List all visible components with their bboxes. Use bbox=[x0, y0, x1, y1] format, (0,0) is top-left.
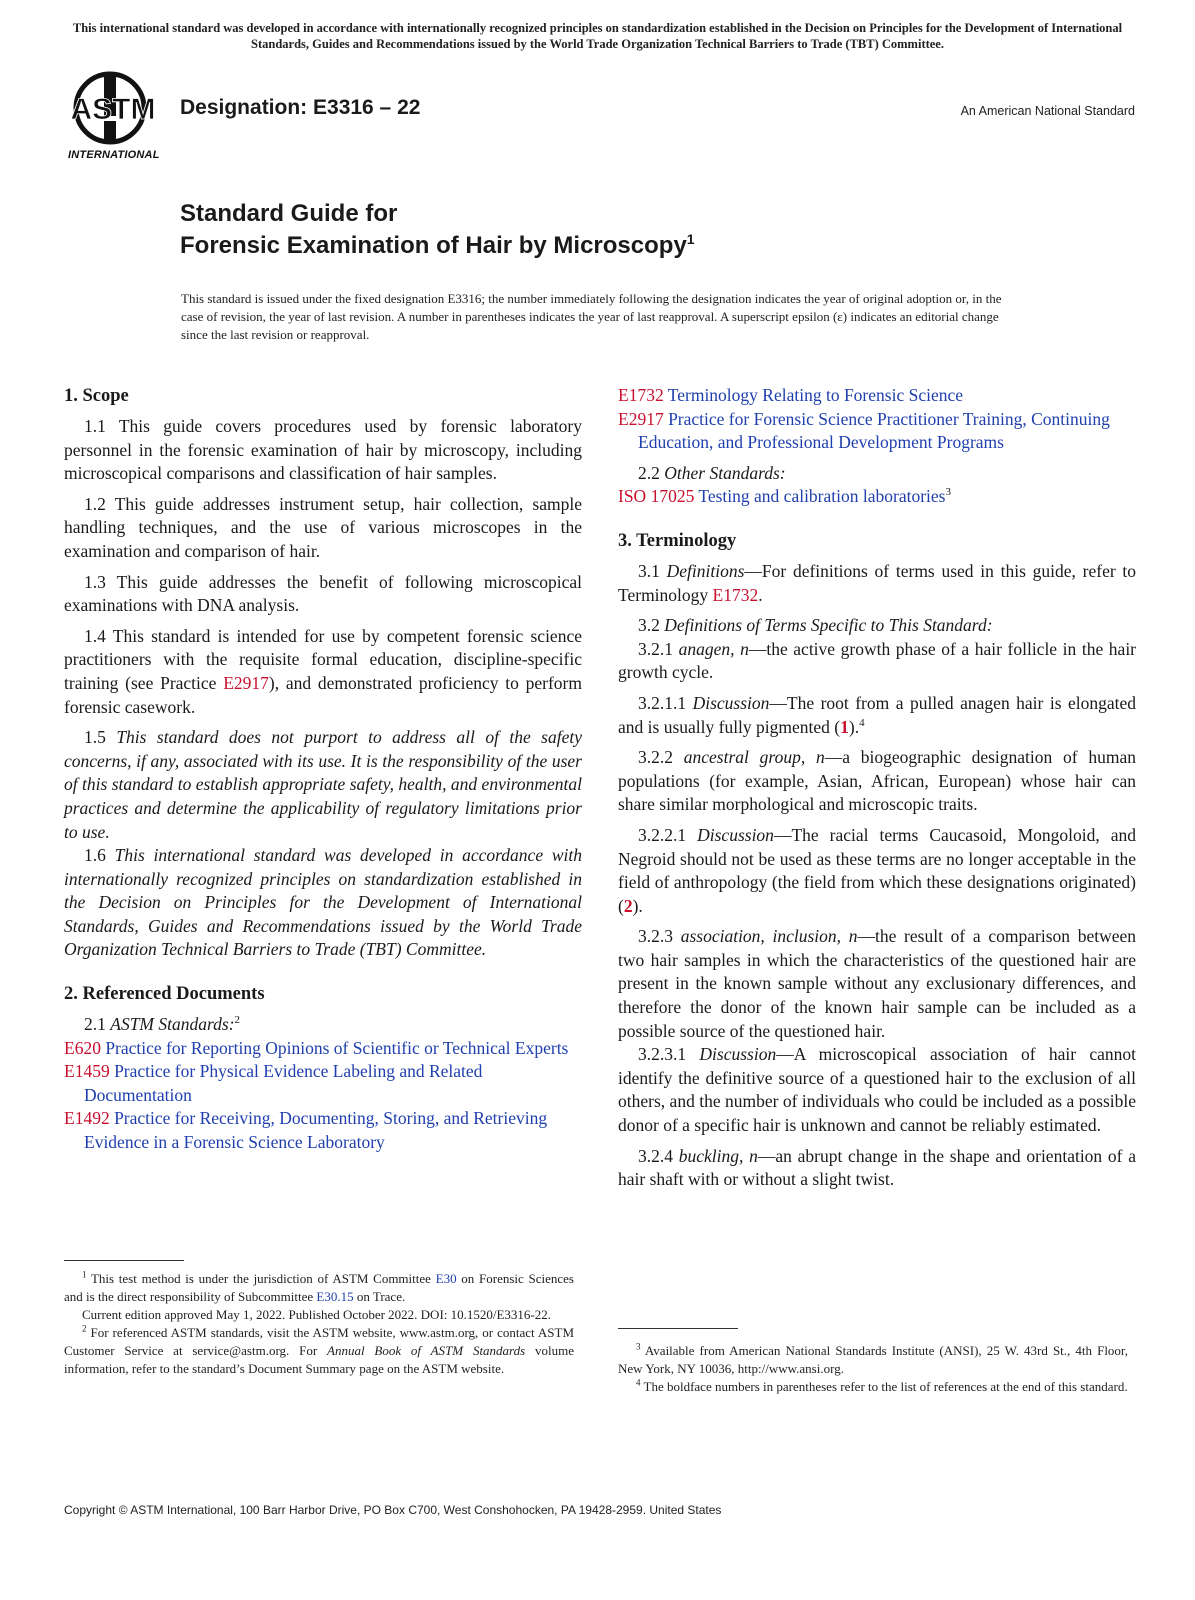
american-national-standard: An American National Standard bbox=[960, 104, 1135, 118]
issuance-statement: This standard is issued under the fixed designation E3316; the number immediately following the designation indicates the year of original adoption or, in the case of revision, the year of last revision. A number in parentheses indicates the year of last reapproval. A superscript epsilon (ε) indicates an editorial change since the last revision or reapproval. bbox=[181, 291, 1002, 342]
footnotes-left bbox=[64, 1270, 574, 1378]
section-scope-heading: 1. Scope bbox=[64, 386, 129, 406]
ref-item-e1492[interactable]: E1492 Practice for Receiving, Documenting, Storing, and Retrieving Evidence in a Forensic Science Laboratory bbox=[64, 1108, 548, 1153]
para-1-2: 1.2 This guide addresses instrument setup, hair collection, sample handling techniques, and the use of various microscopes in the examination and comparison of hair. bbox=[64, 493, 582, 561]
para-1-4: 1.4 This standard is intended for use by competent forensic science practitioners with the requisite formal education, discipline-specific training (see Practice E2917), and demonstrated proficiency to perform forensic casework. bbox=[64, 625, 582, 717]
logo-international: INTERNATIONAL bbox=[68, 149, 160, 161]
svg-text:ASTM: ASTM bbox=[70, 93, 156, 126]
astm-logo-mark bbox=[64, 70, 168, 150]
footnote-1: $^1$ This test method is under the jurisdiction of ASTM Committee E30 on Forensic Sciences and is the direct responsibility of Subcommittee E30.15 on Trace. bbox=[64, 1269, 574, 1304]
ref-item-e620[interactable]: E620 Practice for Reporting Opinions of Scientific or Technical Experts bbox=[64, 1037, 569, 1058]
para-3-2-1-1: 3.2.1.1 Discussion—The root from a pulled anagen hair is elongated and is usually fully pigmented (1).$^4$ bbox=[618, 692, 1136, 737]
astm-standards-label: 2.1 ASTM Standards:$^2$ bbox=[84, 1014, 241, 1035]
right-column bbox=[618, 384, 1136, 1192]
ref-item-iso17025[interactable]: ISO 17025 Testing and calibration laboratories$^3$ bbox=[618, 486, 951, 507]
footnote-1-edition: Current edition approved May 1, 2022. Published October 2022. DOI: 10.1520/E3316-22. bbox=[82, 1307, 552, 1322]
ref-item-e2917[interactable]: E2917 Practice for Forensic Science Practitioner Training, Continuing Education, and Professional Development Programs bbox=[618, 408, 1110, 453]
other-standards-label: 2.2 Other Standards: bbox=[638, 462, 786, 483]
para-3-2-2: 3.2.2 ancestral group, n—a biogeographic designation of human populations (for example, Asian, African, European) whose hair can share similar morphological and microscopic traits. bbox=[618, 747, 1136, 815]
footnote-rule-right bbox=[618, 1328, 738, 1329]
para-3-2-4: 3.2.4 buckling, n—an abrupt change in the shape and orientation of a hair shaft with or without a slight twist. bbox=[618, 1145, 1136, 1190]
link-e30-15[interactable]: E30.15 bbox=[316, 1289, 354, 1304]
footnote-4: $^4$ The boldface numbers in parentheses refer to the list of references at the end of this standard. bbox=[636, 1377, 1128, 1394]
link-e1732[interactable]: E1732 bbox=[712, 584, 759, 605]
ref-item-e1732[interactable]: E1732 Terminology Relating to Forensic Science bbox=[618, 385, 964, 405]
link-e30[interactable]: E30 bbox=[435, 1271, 457, 1286]
document-title bbox=[180, 198, 695, 262]
footnote-rule-left bbox=[64, 1260, 184, 1261]
para-1-1: 1.1 This guide covers procedures used by forensic laboratory personnel in the forensic examination of hair by microscopy, including microscopical comparisons and classification of hair samples. bbox=[64, 416, 582, 484]
para-1-5: 1.5 This standard does not purport to address all of the safety concerns, if any, associated with its use. It is the responsibility of the user of this standard to establish appropriate safety, health, and environmental practices and determine the applicability of regulatory limitations prior to use. bbox=[64, 727, 583, 842]
header-note: This international standard was developed in accordance with internationally recognized principles on standardization established in the Decision on Principles for the Development of International Standards, Guides and Recommendations issued by the World Trade Organization Technical Barriers to Trade (TBT) Committee. bbox=[72, 21, 1123, 51]
title-line2: Forensic Examination of Hair by Microscopy$^1$ bbox=[180, 231, 695, 259]
link-e2917[interactable]: E2917 bbox=[223, 672, 269, 693]
designation: Designation: E3316 – 22 bbox=[180, 96, 421, 119]
left-column bbox=[64, 384, 582, 1155]
footnote-2: $^2$ For referenced ASTM standards, visit the ASTM website, www.astm.org, or contact ASTM Customer Service at service@astm.org. For Annual Book of ASTM Standards volume information, refer to the standard’s Document Summary page on the ASTM website. bbox=[64, 1323, 575, 1376]
para-1-3: 1.3 This guide addresses the benefit of following microscopical examinations with DNA analysis. bbox=[64, 571, 582, 616]
footnote-3: $^3$ Available from American National Standards Institute (ANSI), 25 W. 43rd St., 4th Floor, New York, NY 10036, http://www.ansi.org. bbox=[618, 1341, 1128, 1376]
para-3-2-1: 3.2.1 anagen, n—the active growth phase of a hair follicle in the hair growth cycle. bbox=[618, 638, 1137, 683]
para-3-1: 3.1 Definitions—For definitions of terms used in this guide, refer to Terminology E1732. bbox=[618, 560, 1137, 605]
para-1-6: 1.6 This international standard was developed in accordance with internationally recognized principles on standardization established in the Decision on Principles for the Development of International Standards, Guides and Recommendations issued by the World Trade Organization Technical Barriers to Trade (TBT) Committee. bbox=[64, 845, 583, 960]
section-refdocs-heading: 2. Referenced Documents bbox=[64, 984, 265, 1005]
ref-item-e1459[interactable]: E1459 Practice for Physical Evidence Labeling and Related Documentation bbox=[64, 1061, 483, 1105]
copyright-notice: Copyright © ASTM International, 100 Barr Harbor Drive, PO Box C700, West Conshohocken, PA 19428-2959. United States bbox=[64, 1503, 722, 1517]
ref-link-2[interactable]: 2 bbox=[623, 895, 633, 916]
title-footnote-mark: 1 bbox=[686, 231, 695, 247]
para-3-2: 3.2 Definitions of Terms Specific to This Standard: bbox=[638, 615, 993, 636]
ref-link-1[interactable]: 1 bbox=[840, 716, 849, 737]
title-line1: Standard Guide for bbox=[180, 200, 398, 227]
footnotes-right bbox=[618, 1342, 1128, 1396]
para-3-2-3-1: 3.2.3.1 Discussion—A microscopical association of hair cannot identify the definitive source of a questioned hair to the exclusion of all others, and the number of individuals who could be included as a possible donor of a specific hair is unknown and cannot be reliably estimated. bbox=[618, 1044, 1136, 1136]
para-3-2-2-1: 3.2.2.1 Discussion—The racial terms Caucasoid, Mongoloid, and Negroid should not be used as these terms are no longer acceptable in the field of anthropology (the field from which these designations originated) (2). bbox=[618, 824, 1137, 916]
para-3-2-3: 3.2.3 association, inclusion, n—the result of a comparison between two hair samples in which the characteristics of the questioned hair are present in the known sample without any exclusionary differences, and therefore the donor of the known hair sample can be included as a possible source of the questioned hair. bbox=[618, 926, 1137, 1041]
section-terminology-heading: 3. Terminology bbox=[618, 530, 737, 551]
